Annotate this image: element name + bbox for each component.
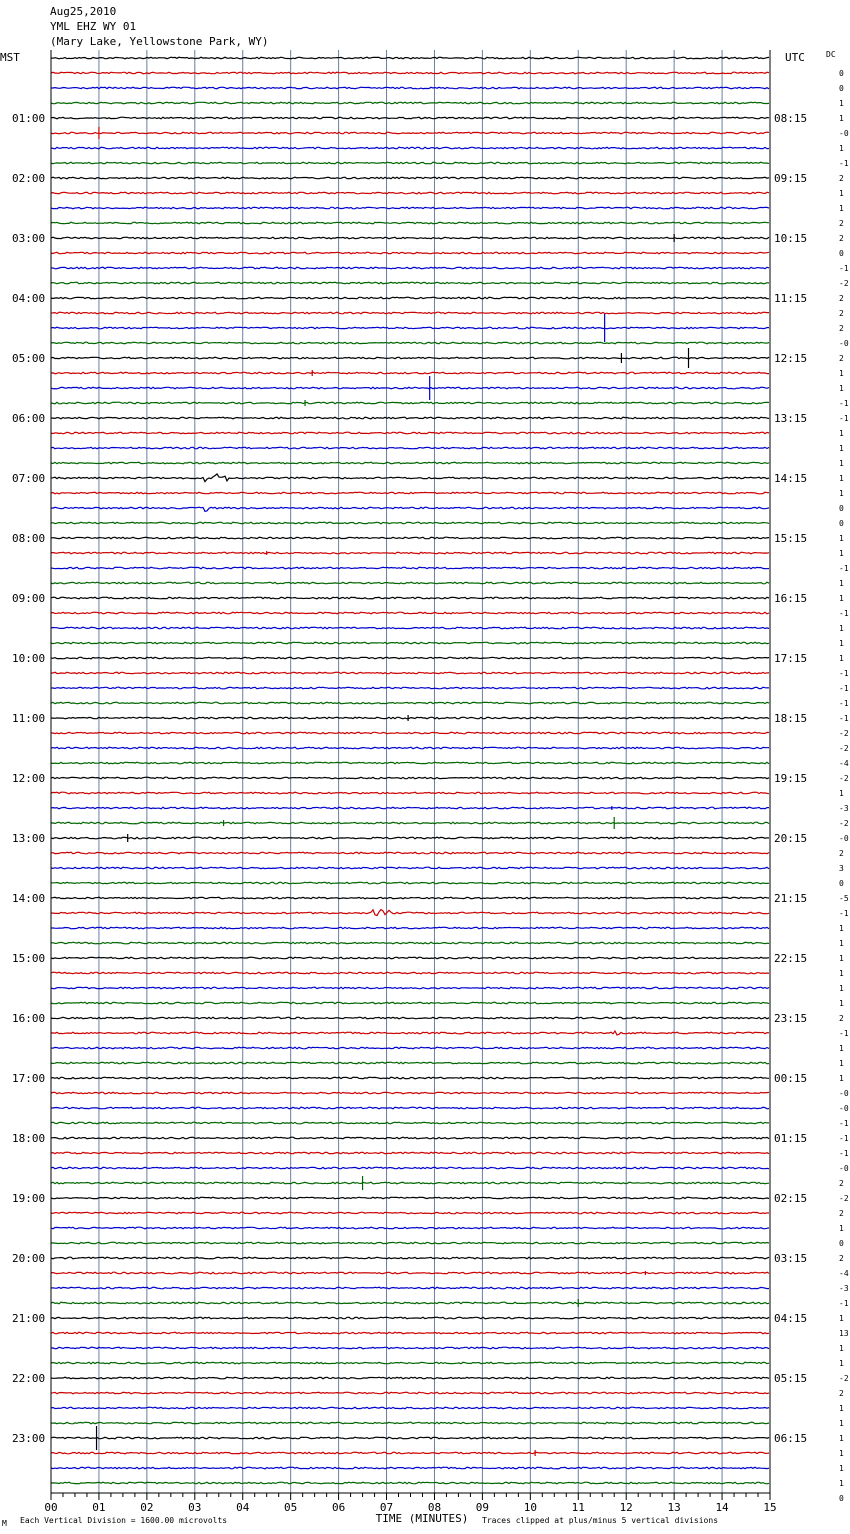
dc-offset-label: 1 (839, 1044, 844, 1053)
seismic-trace (51, 1377, 769, 1379)
x-tick-label: 07 (379, 1501, 394, 1514)
seismic-trace (51, 987, 769, 989)
seismic-trace (51, 192, 769, 194)
seismic-trace (51, 1212, 769, 1214)
mst-hour-label: 01:00 (12, 112, 46, 125)
utc-hour-label: 16:15 (774, 592, 808, 605)
dc-offset-label: -3 (839, 1284, 849, 1293)
dc-offset-label: 1 (839, 1314, 844, 1323)
seismic-trace (51, 1242, 769, 1244)
seismic-trace (51, 927, 769, 929)
dc-offset-label: 2 (839, 1014, 844, 1023)
mst-hour-label: 23:00 (12, 1432, 46, 1445)
dc-offset-label: 1 (839, 789, 844, 798)
seismic-trace (51, 312, 769, 314)
seismic-trace (51, 1197, 769, 1199)
seismic-trace (51, 1047, 769, 1049)
seismic-trace (51, 72, 769, 74)
x-tick-label: 11 (571, 1501, 585, 1514)
dc-offset-label: 1 (839, 1074, 844, 1083)
seismic-trace (51, 1062, 769, 1064)
mst-axis-title: MST (0, 51, 20, 64)
seismic-trace (51, 1317, 769, 1319)
dc-offset-label: 1 (839, 474, 844, 483)
seismic-trace (51, 57, 769, 59)
mst-hour-label: 02:00 (12, 172, 46, 185)
dc-offset-label: -1 (839, 1149, 849, 1158)
dc-offset-label: 1 (839, 489, 844, 498)
seismic-trace (51, 732, 769, 734)
utc-hour-label: 06:15 (774, 1432, 808, 1445)
seismic-trace (51, 567, 769, 569)
x-axis-title: TIME (MINUTES) (375, 1512, 469, 1525)
utc-hour-label: 13:15 (774, 412, 808, 425)
mst-hour-label: 18:00 (12, 1132, 46, 1145)
seismic-trace (51, 432, 769, 434)
dc-offset-label: 0 (839, 504, 844, 513)
station-location: (Mary Lake, Yellowstone Park, WY) (50, 35, 269, 48)
dc-offset-label: 0 (839, 84, 844, 93)
utc-hour-label: 12:15 (774, 352, 808, 365)
mst-hour-label: 06:00 (12, 412, 46, 425)
seismic-trace (51, 1347, 769, 1349)
seismic-trace (51, 1031, 769, 1035)
x-tick-label: 14 (715, 1501, 729, 1514)
dc-offset-label: 2 (839, 324, 844, 333)
dc-offset-label: -1 (839, 909, 849, 918)
mst-hour-label: 12:00 (12, 772, 46, 785)
dc-offset-label: -2 (839, 729, 849, 738)
seismic-trace (51, 942, 769, 944)
seismic-trace (51, 957, 769, 959)
mst-hour-label: 22:00 (12, 1372, 46, 1385)
dc-offset-label: 1 (839, 204, 844, 213)
seismic-traces (51, 57, 769, 1484)
x-tick-label: 03 (188, 1501, 202, 1514)
clipping-note: Traces clipped at plus/minus 5 vertical divisions (482, 1516, 719, 1525)
station-id: YML EHZ WY 01 (50, 20, 137, 33)
dc-offset-label: -2 (839, 279, 849, 288)
seismic-trace (51, 327, 769, 329)
dc-offset-label: 1 (839, 579, 844, 588)
dc-offset-label: 0 (839, 1239, 844, 1248)
seismic-trace (51, 522, 769, 524)
seismic-trace (51, 1152, 769, 1154)
utc-hour-label: 00:15 (774, 1072, 808, 1085)
dc-offset-label: 0 (839, 519, 844, 528)
dc-offset-label: -1 (839, 1299, 849, 1308)
utc-hour-label: 15:15 (774, 532, 808, 545)
seismic-trace (51, 1362, 769, 1364)
dc-offset-label: 1 (839, 189, 844, 198)
seismic-trace (51, 237, 769, 239)
mst-hour-label: 05:00 (12, 352, 46, 365)
seismic-trace (51, 1272, 769, 1274)
utc-hour-label: 02:15 (774, 1192, 808, 1205)
seismic-trace (51, 852, 769, 854)
mst-hour-label: 09:00 (12, 592, 46, 605)
utc-hour-label: 18:15 (774, 712, 808, 725)
dc-offset-label: 1 (839, 639, 844, 648)
dc-offset-label: 1 (839, 114, 844, 123)
seismic-trace (51, 357, 769, 359)
utc-hour-label: 21:15 (774, 892, 808, 905)
seismic-trace (51, 372, 769, 374)
dc-offset-label: 2 (839, 294, 844, 303)
seismic-trace (51, 672, 769, 674)
seismic-trace (51, 1017, 769, 1019)
dc-offset-label: -0 (839, 834, 849, 843)
vertical-division-note: Each Vertical Division = 1600.00 microvolts (20, 1516, 228, 1525)
dc-offset-label: -0 (839, 1164, 849, 1173)
dc-offset-label: -2 (839, 774, 849, 783)
dc-offset-label: 2 (839, 354, 844, 363)
dc-offset-label: -2 (839, 1194, 849, 1203)
axis-labels (0, 50, 849, 1528)
utc-hour-label: 01:15 (774, 1132, 808, 1145)
seismic-trace (51, 132, 769, 134)
seismic-trace (51, 1452, 769, 1454)
seismic-trace (51, 972, 769, 974)
dc-offset-label: 1 (839, 444, 844, 453)
utc-hour-label: 19:15 (774, 772, 808, 785)
x-tick-label: 05 (284, 1501, 298, 1514)
seismic-trace (51, 597, 769, 599)
dc-offset-label: 1 (839, 1344, 844, 1353)
dc-offset-label: -1 (839, 714, 849, 723)
seismic-trace (51, 702, 769, 704)
seismic-trace (51, 612, 769, 614)
seismic-trace (51, 1107, 769, 1109)
dc-offset-label: -1 (839, 264, 849, 273)
mst-hour-label: 07:00 (12, 472, 46, 485)
seismic-trace (51, 807, 769, 809)
dc-offset-label: 2 (839, 1209, 844, 1218)
mst-hour-label: 03:00 (12, 232, 46, 245)
dc-offset-label: 0 (839, 879, 844, 888)
utc-hour-label: 10:15 (774, 232, 808, 245)
dc-offset-label: -0 (839, 1089, 849, 1098)
dc-offset-label: 1 (839, 1464, 844, 1473)
dc-offset-label: -1 (839, 414, 849, 423)
dc-offset-label: 1 (839, 594, 844, 603)
dc-offset-label: -1 (839, 609, 849, 618)
seismic-trace (51, 162, 769, 164)
dc-offset-label: 1 (839, 924, 844, 933)
x-tick-label: 10 (523, 1501, 537, 1514)
dc-offset-label: -1 (839, 564, 849, 573)
dc-offset-label: 1 (839, 654, 844, 663)
seismic-trace (51, 342, 769, 344)
seismic-trace (51, 867, 769, 869)
seismic-trace (51, 687, 769, 689)
dc-offset-label: -1 (839, 399, 849, 408)
chart-date: Aug25,2010 (50, 5, 117, 18)
seismic-trace (51, 582, 769, 584)
seismic-trace (51, 627, 769, 629)
dc-offset-label: -2 (839, 1374, 849, 1383)
seismic-trace (51, 1467, 769, 1469)
x-tick-label: 09 (475, 1501, 490, 1514)
dc-offset-label: 2 (839, 174, 844, 183)
x-tick-label: 02 (140, 1501, 154, 1514)
utc-hour-label: 03:15 (774, 1252, 808, 1265)
dc-offset-label: 1 (839, 384, 844, 393)
utc-hour-label: 09:15 (774, 172, 808, 185)
dc-offset-label: 1 (839, 99, 844, 108)
seismic-trace (51, 1077, 769, 1079)
dc-offset-label: -1 (839, 1134, 849, 1143)
dc-offset-label: 1 (839, 1359, 844, 1368)
seismic-trace (51, 474, 769, 482)
seismic-trace (51, 1137, 769, 1139)
seismic-trace (51, 447, 769, 449)
seismic-trace (51, 552, 769, 554)
dc-offset-label: -0 (839, 339, 849, 348)
dc-offset-label: 1 (839, 984, 844, 993)
seismic-trace (51, 1287, 769, 1289)
seismic-trace (51, 1302, 769, 1304)
seismic-trace (51, 657, 769, 659)
utc-hour-label: 17:15 (774, 652, 808, 665)
dc-offset-label: 1 (839, 999, 844, 1008)
dc-offset-label: 1 (839, 1224, 844, 1233)
seismic-trace (51, 507, 769, 511)
dc-offset-label: -4 (839, 759, 849, 768)
utc-hour-label: 04:15 (774, 1312, 808, 1325)
seismic-trace (51, 177, 769, 179)
dc-offset-label: 2 (839, 309, 844, 318)
dc-offset-label: -1 (839, 669, 849, 678)
dc-offset-label: 1 (839, 369, 844, 378)
seismic-trace (51, 897, 769, 899)
seismic-trace (51, 882, 769, 884)
seismic-trace (51, 1332, 769, 1334)
seismic-trace (51, 297, 769, 299)
seismic-trace (51, 252, 769, 254)
dc-offset-label: 2 (839, 849, 844, 858)
dc-column-title: DC (826, 50, 836, 59)
dc-offset-label: 1 (839, 549, 844, 558)
utc-hour-label: 14:15 (774, 472, 808, 485)
x-tick-label: 08 (427, 1501, 442, 1514)
mst-hour-label: 11:00 (12, 712, 46, 725)
mst-hour-label: 15:00 (12, 952, 46, 965)
utc-hour-label: 22:15 (774, 952, 808, 965)
seismic-trace (51, 537, 769, 539)
dc-offset-label: -4 (839, 1269, 849, 1278)
seismic-trace (51, 1092, 769, 1094)
dc-offset-label: 1 (839, 1419, 844, 1428)
seismic-trace (51, 717, 769, 719)
seismic-trace (51, 642, 769, 644)
dc-offset-label: -3 (839, 804, 849, 813)
seismic-trace (51, 910, 769, 916)
dc-offset-label: 1 (839, 1059, 844, 1068)
dc-offset-label: -1 (839, 1119, 849, 1128)
dc-offset-label: 2 (839, 1179, 844, 1188)
seismic-trace (51, 1422, 769, 1424)
mst-hour-label: 16:00 (12, 1012, 46, 1025)
corner-mark: M (2, 1519, 7, 1528)
seismic-trace (51, 1227, 769, 1229)
vertical-grid (99, 50, 722, 1493)
dc-offset-label: -2 (839, 744, 849, 753)
seismic-trace (51, 762, 769, 764)
seismic-trace (51, 117, 769, 119)
dc-offset-label: -1 (839, 684, 849, 693)
dc-offset-label: -1 (839, 1029, 849, 1038)
dc-offset-label: 1 (839, 624, 844, 633)
x-tick-label: 15 (763, 1501, 777, 1514)
x-tick-label: 00 (44, 1501, 58, 1514)
seismic-trace (51, 402, 769, 404)
mst-hour-label: 13:00 (12, 832, 46, 845)
seismic-trace (51, 1002, 769, 1004)
seismic-trace (51, 207, 769, 209)
dc-offset-label: 1 (839, 1434, 844, 1443)
mst-hour-label: 14:00 (12, 892, 46, 905)
dc-offset-label: -0 (839, 1104, 849, 1113)
dc-offset-label: 1 (839, 1404, 844, 1413)
seismic-trace (51, 267, 769, 269)
utc-hour-label: 23:15 (774, 1012, 808, 1025)
seismic-trace (51, 747, 769, 749)
mst-hour-label: 20:00 (12, 1252, 46, 1265)
dc-offset-label: 1 (839, 1449, 844, 1458)
seismic-trace (51, 837, 769, 839)
seismic-trace (51, 387, 769, 389)
dc-offset-label: 2 (839, 234, 844, 243)
mst-hour-label: 04:00 (12, 292, 46, 305)
seismic-trace (51, 1482, 769, 1484)
dc-offset-label: 2 (839, 1254, 844, 1263)
dc-offset-label: -2 (839, 819, 849, 828)
x-tick-label: 06 (331, 1501, 346, 1514)
dc-offset-label: 0 (839, 69, 844, 78)
seismic-trace (51, 1257, 769, 1259)
dc-offset-label: 1 (839, 144, 844, 153)
dc-offset-label: 1 (839, 954, 844, 963)
seismic-trace (51, 1407, 769, 1409)
dc-offset-label: 1 (839, 969, 844, 978)
seismic-trace (51, 147, 769, 149)
mst-hour-label: 10:00 (12, 652, 46, 665)
dc-offset-label: 1 (839, 534, 844, 543)
seismic-trace (51, 87, 769, 89)
seismic-trace (51, 462, 769, 464)
mst-hour-label: 08:00 (12, 532, 46, 545)
dc-offset-label: -5 (839, 894, 849, 903)
seismic-trace (51, 777, 769, 779)
utc-hour-label: 05:15 (774, 1372, 808, 1385)
x-tick-label: 01 (92, 1501, 106, 1514)
utc-hour-label: 20:15 (774, 832, 808, 845)
dc-offset-label: 0 (839, 1494, 844, 1503)
dc-offset-label: 3 (839, 864, 844, 873)
x-tick-label: 12 (619, 1501, 633, 1514)
dc-offset-label: 2 (839, 219, 844, 228)
seismic-trace (51, 1437, 769, 1439)
seismic-trace (51, 1392, 769, 1394)
seismic-trace (51, 822, 769, 824)
dc-offset-label: -1 (839, 159, 849, 168)
seismic-trace (51, 102, 769, 104)
seismic-trace (51, 282, 769, 284)
seismic-trace (51, 417, 769, 419)
dc-offset-label: 2 (839, 1389, 844, 1398)
seismic-trace (51, 1182, 769, 1184)
dc-offset-label: 1 (839, 1479, 844, 1488)
seismic-trace (51, 792, 769, 794)
utc-hour-label: 08:15 (774, 112, 808, 125)
seismic-trace (51, 1122, 769, 1124)
utc-hour-label: 11:15 (774, 292, 808, 305)
dc-offset-label: -0 (839, 129, 849, 138)
mst-hour-label: 21:00 (12, 1312, 46, 1325)
x-tick-label: 04 (236, 1501, 250, 1514)
seismic-trace (51, 222, 769, 224)
seismic-trace (51, 492, 769, 494)
seismic-trace (51, 1167, 769, 1169)
dc-offset-label: 0 (839, 249, 844, 258)
dc-offset-label: 1 (839, 939, 844, 948)
mst-hour-label: 17:00 (12, 1072, 46, 1085)
dc-offset-label: 1 (839, 429, 844, 438)
x-tick-label: 13 (667, 1501, 681, 1514)
dc-offset-label: 13 (839, 1329, 849, 1338)
dc-offset-label: 1 (839, 459, 844, 468)
dc-offset-label: -1 (839, 699, 849, 708)
utc-axis-title: UTC (785, 51, 805, 64)
mst-hour-label: 19:00 (12, 1192, 46, 1205)
